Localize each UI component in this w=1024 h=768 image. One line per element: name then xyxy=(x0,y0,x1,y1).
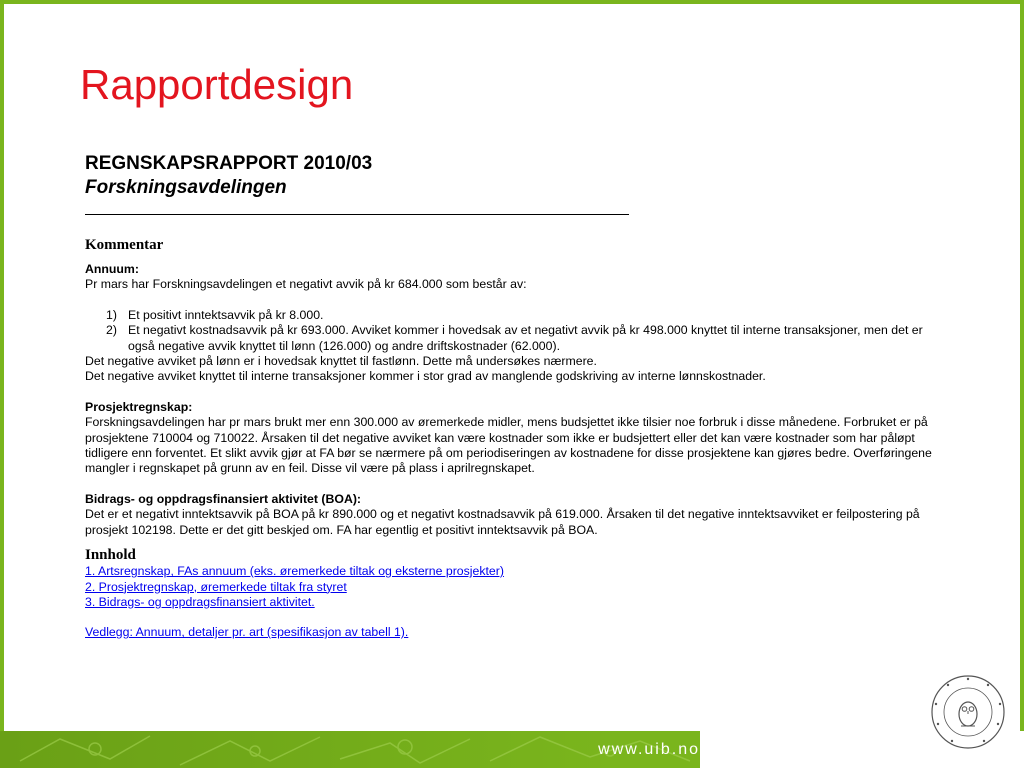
report-body xyxy=(85,236,945,641)
contents-link-artsregnskap[interactable]: 1. Artsregnskap, FAs annuum (eks. øremerkede tiltak og eksterne prosjekter) xyxy=(85,564,504,579)
list-number: 2) xyxy=(106,323,117,338)
annuum-label: Annuum: xyxy=(85,262,139,276)
annuum-list xyxy=(85,308,945,354)
attachment-link[interactable]: Vedlegg: Annuum, detaljer pr. art (spesifikasjon av tabell 1). xyxy=(85,625,409,640)
report-subtitle: Forskningsavdelingen xyxy=(85,177,287,198)
boa-label: Bidrags- og oppdragsfinansiert aktivitet (BOA): xyxy=(85,491,362,506)
project-text: Forskningsavdelingen har pr mars brukt mer enn 300.000 av øremerkede midler, mens budsjettet ikke tilsier noe forbruk i disse månedene. Forbruket er på prosjektene 710004 og 710022. Årsaken til det negative avviket kan være kostnader som ikke er budsjettert eller det kan være kostnader som har påløpt tidligere enn forventet. Et slikt avvik gjør at FA bør se nærmere på om periodiseringen av kostnadene for disse prosjektene kan gjøres bedre. Overføringene mangler i regnskapet på grunn av en feil. Disse vil være på plass i aprilregnskapet. xyxy=(85,415,932,476)
report-header xyxy=(85,152,372,200)
annuum-note-transactions: Det negative avviket knyttet til interne transaksjoner kommer i stor grad av manglende godskriving av interne lønnskostnader. xyxy=(85,369,766,384)
annuum-note-salary: Det negative avviket på lønn er i hovedsak knyttet til fastlønn. Dette må undersøkes nærmere. xyxy=(85,354,597,369)
slide-title: Rapportdesign xyxy=(80,61,354,108)
divider xyxy=(85,214,629,215)
list-text: Et positivt inntektsavvik på kr 8.000. xyxy=(128,307,324,322)
footer-url[interactable]: www.uib.no xyxy=(598,741,700,758)
contents-link-prosjektregnskap[interactable]: 2. Prosjektregnskap, øremerkede tiltak fra styret xyxy=(85,579,347,594)
list-item xyxy=(85,308,945,323)
report-title: REGNSKAPSRAPPORT 2010/03 xyxy=(85,153,373,174)
contents-link-boa[interactable]: 3. Bidrags- og oppdragsfinansiert aktivitet. xyxy=(85,594,315,609)
project-label: Prosjektregnskap: xyxy=(85,399,193,414)
list-item xyxy=(85,323,945,354)
university-seal-icon xyxy=(930,674,1006,750)
footer-bar xyxy=(0,731,1024,768)
annuum-intro: Pr mars har Forskningsavdelingen et negativt avvik på kr 684.000 som består av: xyxy=(85,277,527,292)
footer-pattern xyxy=(0,731,700,768)
boa-text: Det er et negativt inntektsavvik på BOA på kr 890.000 og et negativt kostnadsavvik på 619.000. Årsaken til det negative inntektsavviket er feilpostering på prosjekt 102198. Dette er det gitt beskjed om. FA har egentlig et positivt inntektsavvik på BOA. xyxy=(85,507,920,537)
comment-heading: Kommentar xyxy=(85,237,164,253)
contents-heading: Innhold xyxy=(85,547,136,564)
list-number: 1) xyxy=(106,307,117,322)
list-text: Et negativt kostnadsavvik på kr 693.000. Avviket kommer i hovedsak av et negativt avvik på kr 498.000 knyttet til interne transaksjoner, men det er også negative avvik knyttet til lønn (126.000) og andre driftskostnader (62.000). xyxy=(128,323,923,353)
